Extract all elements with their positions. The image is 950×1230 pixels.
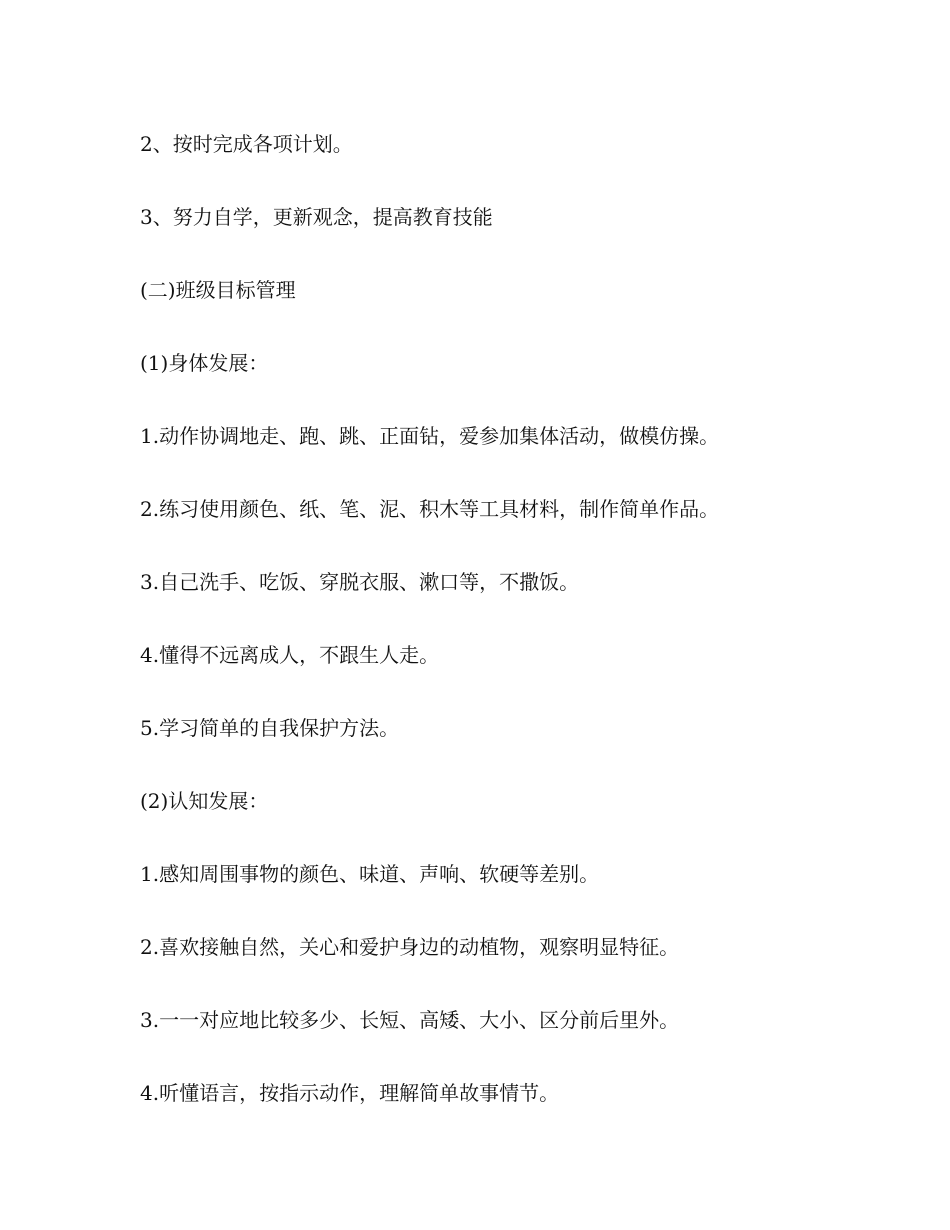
cognitive-item-1: 1.感知周围事物的颜色、味道、声响、软硬等差别。 <box>140 862 600 886</box>
plan-item-2: 2、按时完成各项计划。 <box>140 132 353 156</box>
cognitive-item-4: 4.听懂语言，按指示动作，理解简单故事情节。 <box>140 1081 560 1105</box>
cognitive-item-3: 3.一一对应地比较多少、长短、高矮、大小、区分前后里外。 <box>140 1008 680 1032</box>
subsection-heading-physical: (1)身体发展： <box>140 351 269 375</box>
plan-item-3: 3、努力自学，更新观念，提高教育技能 <box>140 205 493 229</box>
cognitive-item-2: 2.喜欢接触自然，关心和爱护身边的动植物，观察明显特征。 <box>140 935 680 959</box>
physical-item-1: 1.动作协调地走、跑、跳、正面钻，爱参加集体活动，做模仿操。 <box>140 424 720 448</box>
physical-item-3: 3.自己洗手、吃饭、穿脱衣服、漱口等，不撒饭。 <box>140 570 580 594</box>
physical-item-2: 2.练习使用颜色、纸、笔、泥、积木等工具材料，制作简单作品。 <box>140 497 720 521</box>
document-body <box>140 127 719 1149</box>
subsection-heading-cognitive: (2)认知发展： <box>140 789 269 813</box>
physical-item-5: 5.学习简单的自我保护方法。 <box>140 716 400 740</box>
physical-item-4: 4.懂得不远离成人，不跟生人走。 <box>140 643 440 667</box>
section-heading-class-goals: (二)班级目标管理 <box>140 278 296 302</box>
